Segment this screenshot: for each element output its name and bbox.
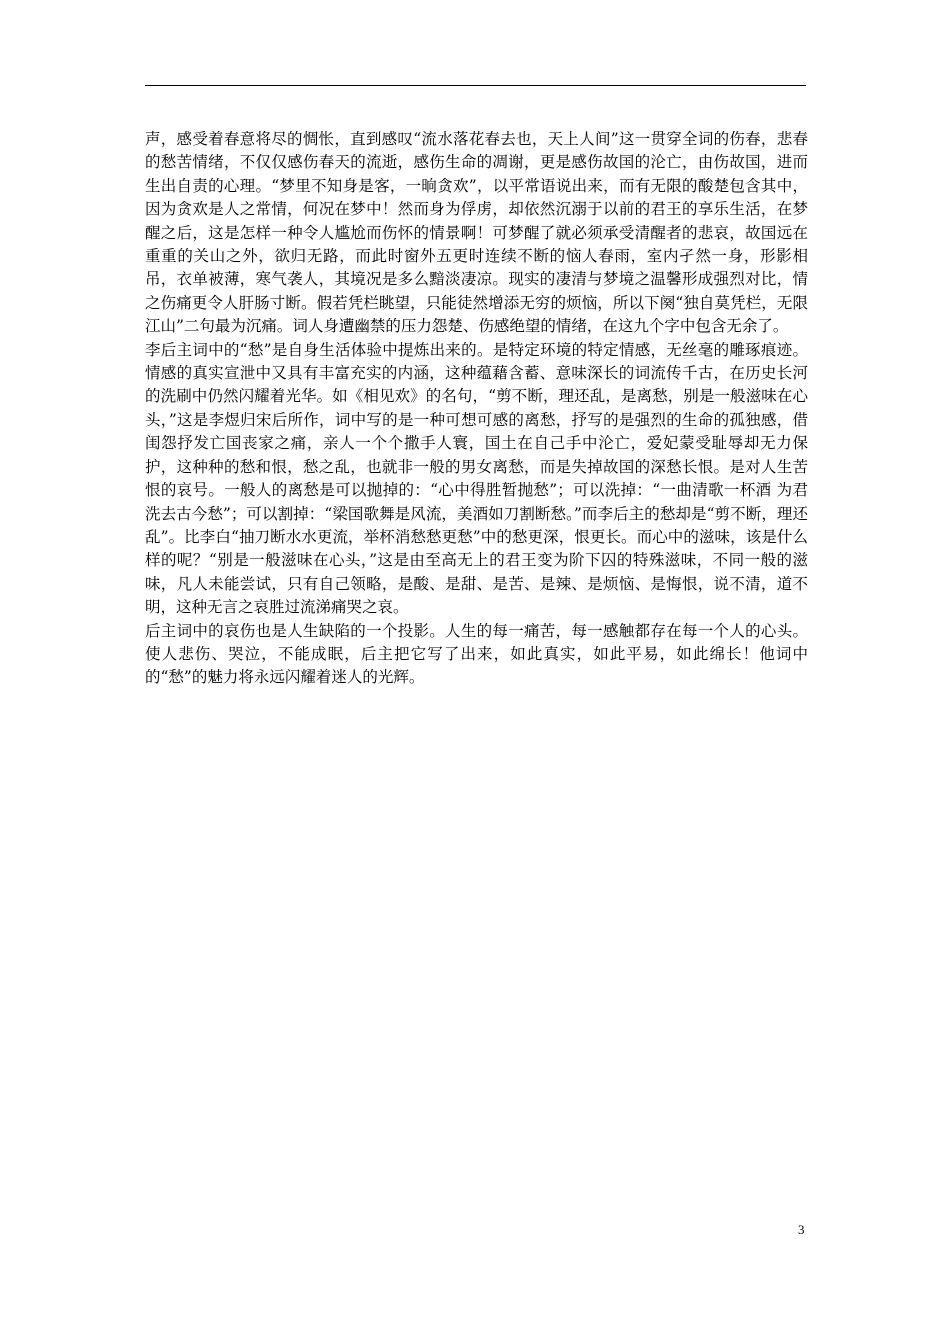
document-body [145, 128, 808, 690]
header-rule [145, 85, 806, 86]
paragraph-1: 声，感受着春意将尽的惆怅，直到感叹“流水落花春去也，天上人间”这一贯穿全词的伤春，悲春的愁苦情绪，不仅仅感伤春天的流逝，感伤生命的凋谢，更是感伤故国的沦亡，由伤故国，进而生出自责的心理。“梦里不知身是客，一晌贪欢”，以平常语说出来，而有无限的酸楚包含其中，因为贪欢是人之常情，何况在梦中！然而身为俘虏，却依然沉溺于以前的君王的享乐生活，在梦醒之后，这是怎样一种令人尴尬而伤怀的情景啊！可梦醒了就必须承受清醒者的悲哀，故国远在重重的关山之外，欲归无路，而此时窗外五更时连续不断的恼人春雨，室内孑然一身，形影相吊，衣单被薄，寒气袭人，其境况是多么黯淡凄凉。现实的凄清与梦境之温馨形成强烈对比，情之伤痛更令人肝肠寸断。假若凭栏眺望，只能徒然增添无穷的烦恼，所以下阕“独自莫凭栏，无限江山”二句最为沉痛。词人身遭幽禁的压力怨楚、伤感绝望的情绪，在这九个字中包含无余了。 [145, 130, 808, 336]
paragraph-3: 后主词中的哀伤也是人生缺陷的一个投影。人生的每一痛苦，每一感触都存在每一个人的心头。使人悲伤、哭泣，不能成眠，后主把它写了出来，如此真实，如此平易，如此绵长！他词中的“愁”的魅力将永远闪耀着迷人的光辉。 [145, 621, 808, 687]
paragraph-2: 李后主词中的“愁”是自身生活体验中提炼出来的。是特定环境的特定情感，无丝毫的雕琢痕迹。情感的真实宣泄中又具有丰富充实的内涵，这种蕴藉含蓄、意味深长的词流传千古，在历史长河的洗刷中仍然闪耀着光华。如《相见欢》的名句，“剪不断，理还乱，是离愁，别是一般滋味在心头，”这是李煜归宋后所作，词中写的是一种可想可感的离愁，抒写的是强烈的生命的孤独感，借闺怨抒发亡国丧家之痛，亲人一个个撒手人寰，国土在自己手中沦亡，爱妃蒙受耻辱却无力保护，这种种的愁和恨，愁之乱，也就非一般的男女离愁，而是失掉故国的深愁长恨。是对人生苦恨的哀号。一般人的离愁是可以抛掉的：“心中得胜暂抛愁”；可以洗掉：“一曲清歌一杯酒 为君洗去古今愁”；可以割掉：“梁国歌舞是风流，美酒如刀割断愁。”而李后主的愁却是“剪不断，理还乱”。比李白“抽刀断水水更流，举杯消愁愁更愁”中的愁更深，恨更长。而心中的滋味，该是什么样的呢？“别是一般滋味在心头，”这是由至高无上的君王变为阶下囚的特殊滋味，不同一般的滋味，凡人未能尝试，只有自己领略，是酸、是甜、是苦、是辣、是烦恼、是悔恨，说不清，道不明，这种无言之哀胜过流涕痛哭之哀。 [145, 340, 808, 617]
page-number: 3 [798, 1222, 805, 1237]
